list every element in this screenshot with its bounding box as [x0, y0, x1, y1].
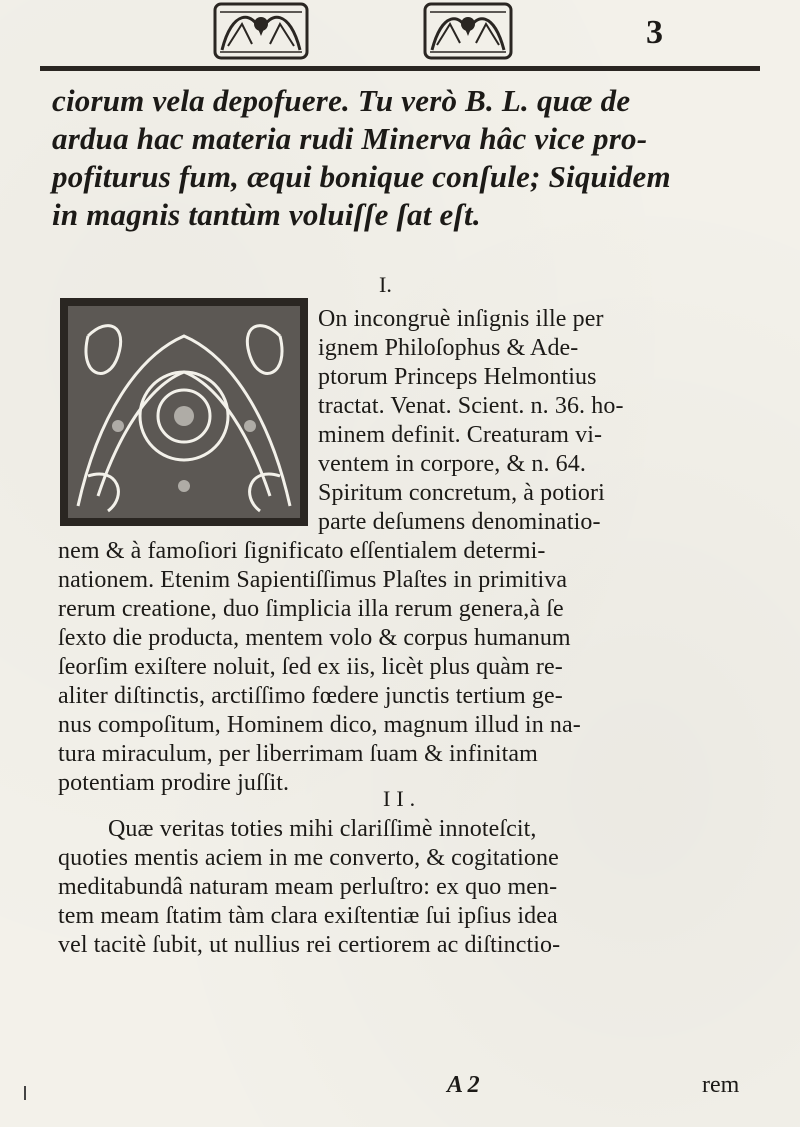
text-line: rerum creatione, duo ſimplicia illa rerum genera,à ſe — [58, 596, 564, 622]
first-paragraph-opening — [318, 305, 758, 537]
text-line: tractat. Venat. Scient. n. 36. ho- — [318, 393, 624, 419]
intro-line: ardua hac materia rudi Minerva hâc vice pro- — [52, 121, 648, 156]
text-line: nus compoſitum, Hominem dico, magnum illud in na- — [58, 712, 581, 738]
catchword: rem — [702, 1072, 740, 1098]
intro-line: ciorum vela depofuere. Tu verò B. L. quæ de — [52, 83, 631, 118]
right-ornament-icon — [422, 0, 514, 62]
text-line: vel tacitè ſubit, ut nullius rei certiorem ac diſtinctio- — [58, 932, 561, 958]
text-line: On incongruè inſignis ille per — [318, 306, 604, 332]
first-paragraph-continuation — [58, 537, 768, 798]
text-line: potentiam prodire juſſit. — [58, 770, 290, 796]
text-line: parte deſumens denominatio- — [318, 509, 601, 535]
header-rule-icon — [40, 66, 760, 71]
page-number: 3 — [646, 14, 663, 51]
section-number-one: I. — [379, 272, 392, 297]
intro-line: in magnis tantùm voluiſſe ſat eſt. — [52, 197, 481, 232]
text-line: ſeorſim exiſtere noluit, ſed ex iis, licèt plus quàm re- — [58, 654, 563, 680]
text-line: ptorum Princeps Helmontius — [318, 364, 597, 390]
text-line: tura miraculum, per liberrimam ſuam & infinitam — [58, 741, 538, 767]
text-line: meditabundâ naturam meam perluſtro: ex quo men- — [58, 874, 558, 900]
page-edge-mark — [24, 1086, 26, 1100]
text-line: Quæ veritas toties mihi clariſſimè innoteſcit, — [108, 816, 537, 842]
text-line: tem meam ſtatim tàm clara exiſtentiæ ſui ipſius idea — [58, 903, 558, 929]
text-line: nem & à famoſiori ſignificato eſſentialem determi- — [58, 538, 546, 564]
left-ornament-icon — [212, 0, 310, 62]
section-number-two: II. — [383, 786, 422, 811]
second-paragraph — [58, 815, 768, 960]
text-line: ignem Philoſophus & Ade- — [318, 335, 579, 361]
text-line: quoties mentis aciem in me converto, & cogitatione — [58, 845, 559, 871]
signature-mark: A 2 — [447, 1072, 480, 1098]
text-line: aliter diſtinctis, arctiſſimo fœdere junctis tertium ge- — [58, 683, 563, 709]
intro-line: pofiturus fum, æqui bonique conſule; Siquidem — [52, 159, 671, 194]
text-line: ventem in corpore, & n. 64. — [318, 451, 586, 477]
text-line: ſexto die producta, mentem volo & corpus humanum — [58, 625, 571, 651]
header-ornament-band — [40, 0, 760, 80]
text-line: minem definit. Creaturam vi- — [318, 422, 603, 448]
text-line: nationem. Etenim Sapientiſſimus Plaſtes in primitiva — [58, 567, 568, 593]
decorated-initial-icon — [58, 296, 310, 528]
text-line: Spiritum concretum, à potiori — [318, 480, 605, 506]
intro-paragraph — [52, 82, 762, 234]
